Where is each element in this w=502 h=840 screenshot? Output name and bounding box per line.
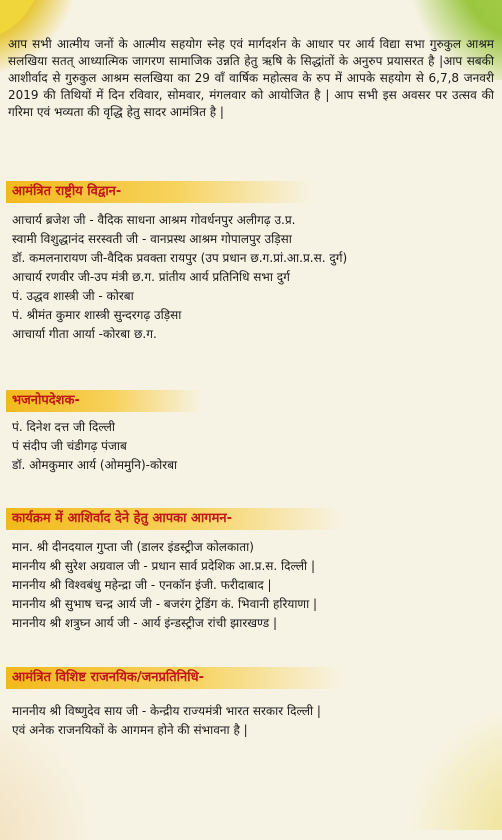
national-scholars-list [12, 211, 347, 344]
list-item: माननीय श्री शत्रुघ्न आर्य जी - आर्य इंन्डस्ट्रीज रांची झारखण्ड | [12, 616, 278, 630]
list-item: पं. श्रीमंत कुमार शास्त्री सुन्दरगढ़ उड़िसा [12, 308, 182, 322]
section-heading-guests-blessing: कार्यक्रम में आशिर्वाद देने हेतु आपका आगमन- [6, 508, 342, 530]
special-diplomats-list [12, 702, 321, 740]
list-item: मान. श्री दीनदयाल गुप्ता जी (डालर इंडस्ट्रीज कोलकाता) [12, 540, 254, 554]
list-item: डॉ. ओमकुमार आर्य (ओममुनि)-कोरबा [12, 458, 178, 472]
section-heading-national-scholars: आमंत्रित राष्ट्रीय विद्वान- [6, 181, 312, 203]
list-item: पं. दिनेश दत्त जी दिल्ली [12, 420, 116, 434]
list-item: माननीय श्री सुभाष चन्द्र आर्य जी - बजरंग ट्रेडिंग कं. भिवानी हरियाणा | [12, 597, 318, 611]
list-item: माननीय श्री विश्वबंधु महेन्द्रा जी - एनकॉन इंजी. फरीदाबाद | [12, 578, 272, 592]
list-item: माननीय श्री विष्णुदेव साय जी - केन्द्रीय राज्यमंत्री भारत सरकार दिल्ली | [12, 704, 321, 718]
list-item: आचार्य रणवीर जी-उप मंत्री छ.ग. प्रांतीय आर्य प्रतिनिधि सभा दुर्ग [12, 270, 290, 284]
list-item: पं संदीप जी चंडीगढ़ पंजाब [12, 439, 127, 453]
list-item: एवं अनेक राजनयिकों के आगमन होने की संभावना है | [12, 723, 248, 737]
section-heading-special-diplomats: आमंत्रित विशिष्ट राजनयिक/जनप्रतिनिधि- [6, 667, 342, 689]
list-item: पं. उद्धव शास्त्री जी - कोरबा [12, 289, 134, 303]
list-item: स्वामी विशुद्धानंद सरस्वती जी - वानप्रस्थ आश्रम गोपालपुर उड़िसा [12, 232, 292, 246]
guests-blessing-list [12, 538, 317, 633]
list-item: आचार्य ब्रजेश जी - वैदिक साधना आश्रम गोवर्धनपुर अलीगढ़ उ.प्र. [12, 213, 296, 227]
decorative-corner-bottom-right [402, 710, 502, 830]
intro-paragraph: आप सभी आत्मीय जनों के आत्मीय सहयोग स्नेह एवं मार्गदर्शन के आधार पर आर्य विद्या सभा गुरुकुल आश्रम सलखिया सतत् आध्यात्मिक जागरण सामाजिक उन्नति हेतु ऋषि के सिद्धांतों के अनुरुप प्रयासरत है |आप सबकी आशीर्वाद से गुरुकुल आश्रम सलखिया का 29 वाँ वार्षिक महोत्सव के रुप में आपके सहयोग से 6,7,8 जनवरी 2019 की तिथियों में दिन रविवार, सोमवार, मंगलवार को आयोजित है | आप सभी इस अवसर पर उत्सव की गरिमा एवं भव्यता की वृद्धि हेतु सादर आमंत्रित है | [8, 37, 494, 119]
bhajan-preachers-list [12, 418, 177, 475]
list-item: डॉ. कमलनारायण जी-वैदिक प्रवक्ता रायपुर (उप प्रधान छ.ग.प्रां.आ.प्र.स. दुर्ग) [12, 251, 348, 265]
section-heading-bhajan-preachers: भजनोपदेशक- [6, 390, 202, 412]
list-item: आचार्या गीता आर्या -कोरबा छ.ग. [12, 327, 157, 341]
list-item: माननीय श्री सुरेश अग्रवाल जी - प्रधान सार्व प्रदेशिक आ.प्र.स. दिल्ली | [12, 559, 315, 573]
